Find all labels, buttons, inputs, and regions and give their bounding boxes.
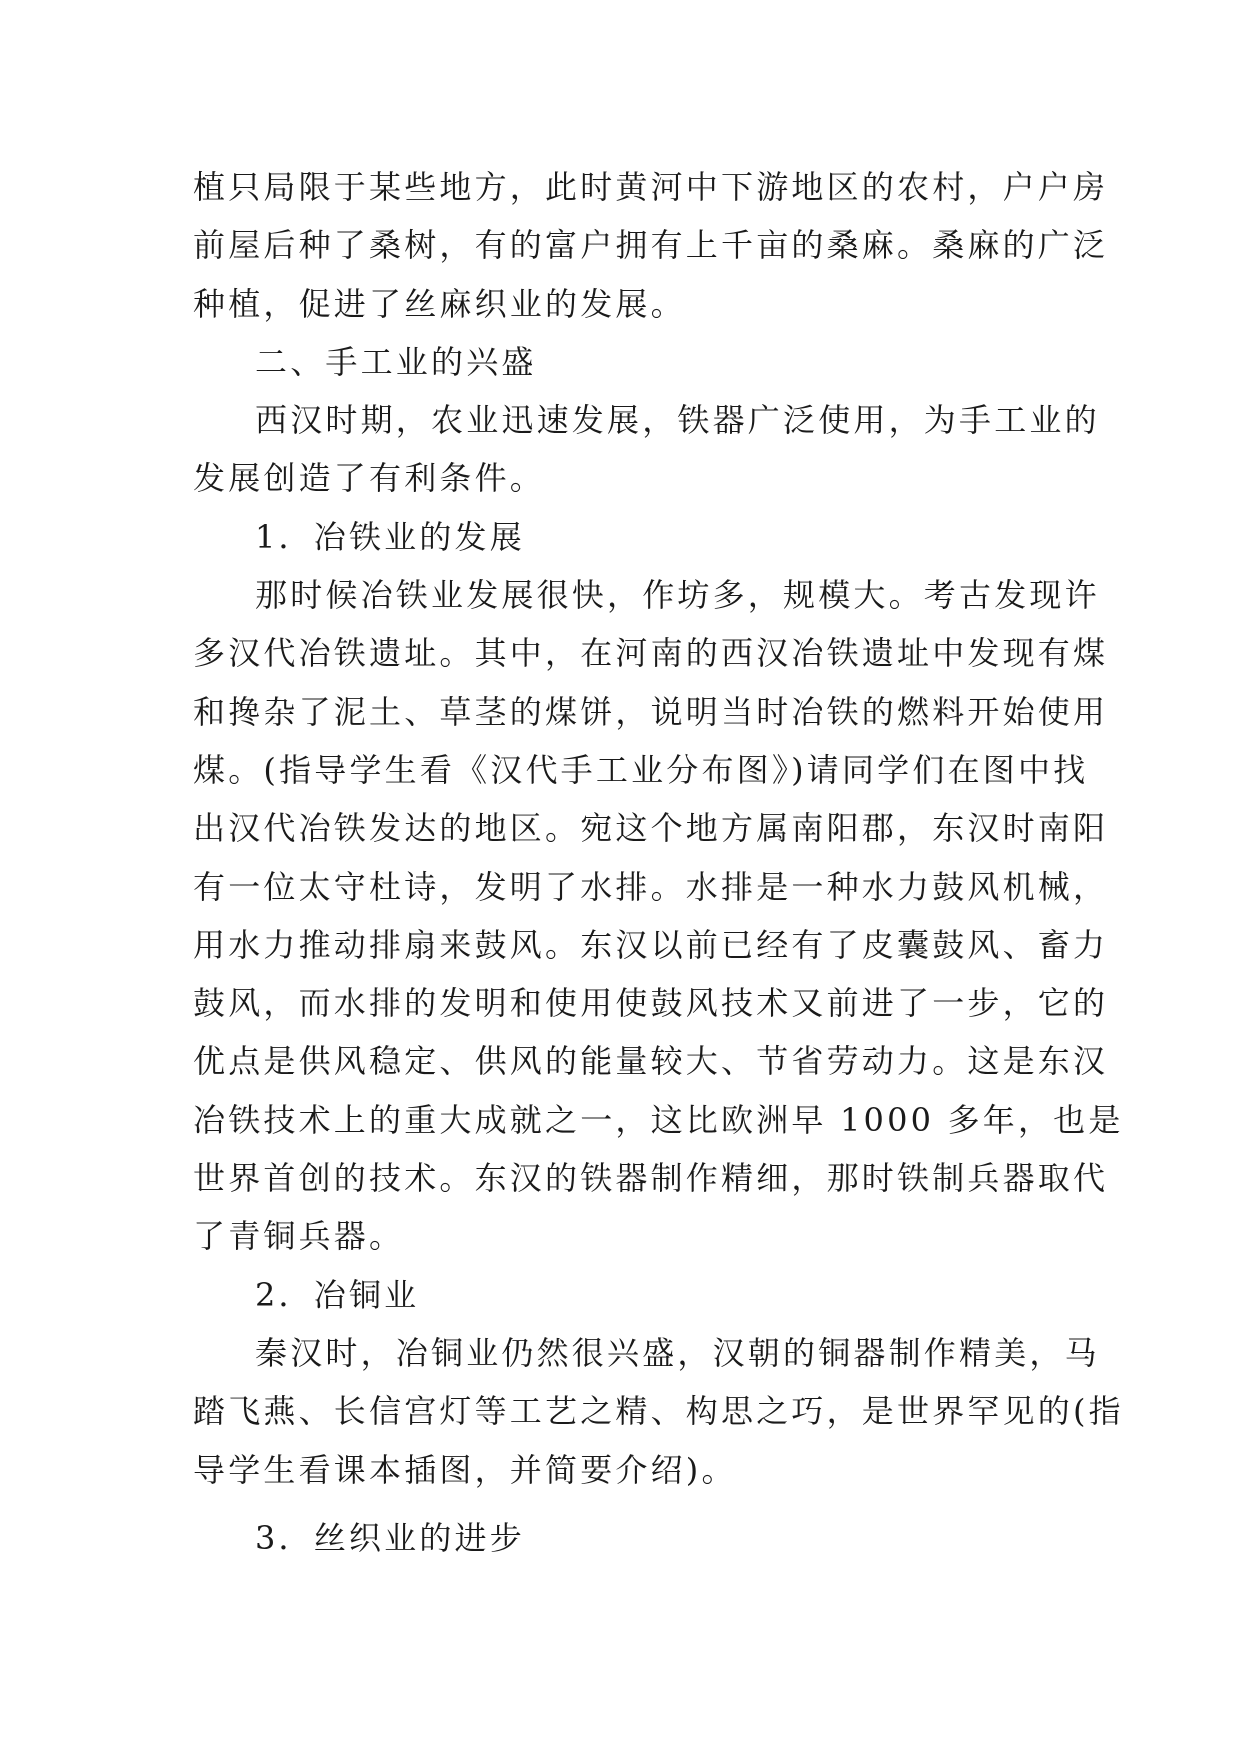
- text-line: 用水力推动排扇来鼓风。东汉以前已经有了皮囊鼓风、畜力: [193, 925, 1109, 964]
- text-line: 那时候冶铁业发展很快，作坊多，规模大。考古发现许: [255, 576, 1100, 615]
- section-heading: 二、手工业的兴盛: [255, 342, 537, 381]
- text-line: 秦汉时，冶铜业仍然很兴盛，汉朝的铜器制作精美，马: [255, 1333, 1100, 1372]
- subsection-heading: 1．冶铁业的发展: [255, 517, 525, 556]
- text-line: 有一位太守杜诗，发明了水排。水排是一种水力鼓风机械，: [193, 867, 1109, 906]
- body-text: [193, 158, 1124, 1567]
- text-line: 世界首创的技术。东汉的铁器制作精细，那时铁制兵器取代: [193, 1159, 1109, 1198]
- text-line: 前屋后种了桑树，有的富户拥有上千亩的桑麻。桑麻的广泛: [193, 226, 1109, 265]
- text-line: 西汉时期，农业迅速发展，铁器广泛使用，为手工业的: [255, 401, 1100, 440]
- subsection-heading: 2．冶铜业: [255, 1275, 420, 1314]
- text-line: 多汉代冶铁遗址。其中，在河南的西汉冶铁遗址中发现有煤: [193, 634, 1109, 673]
- text-line: 种植，促进了丝麻织业的发展。: [193, 284, 686, 323]
- text-line: 鼓风，而水排的发明和使用使鼓风技术又前进了一步，它的: [193, 984, 1109, 1023]
- text-line: 了青铜兵器。: [193, 1217, 405, 1256]
- text-line: 煤。(指导学生看《汉代手工业分布图》)请同学们在图中找: [193, 750, 1089, 789]
- text-line: 植只局限于某些地方，此时黄河中下游地区的农村，户户房: [193, 168, 1109, 206]
- text-line: 踏飞燕、长信宫灯等工艺之精、构思之巧，是世界罕见的(指: [193, 1392, 1124, 1431]
- text-line: 优点是供风稳定、供风的能量较大、节省劳动力。这是东汉: [193, 1042, 1109, 1081]
- text-line: 发展创造了有利条件。: [193, 459, 546, 498]
- text-line: 导学生看课本插图，并简要介绍)。: [193, 1450, 737, 1489]
- text-line: 出汉代冶铁发达的地区。宛这个地方属南阳郡，东汉时南阳: [193, 809, 1109, 848]
- subsection-heading: 3．丝织业的进步: [255, 1518, 525, 1557]
- text-line: 冶铁技术上的重大成就之一，这比欧洲早 1000 多年，也是: [193, 1100, 1124, 1139]
- text-line: 和搀杂了泥土、草茎的煤饼，说明当时冶铁的燃料开始使用: [193, 692, 1109, 731]
